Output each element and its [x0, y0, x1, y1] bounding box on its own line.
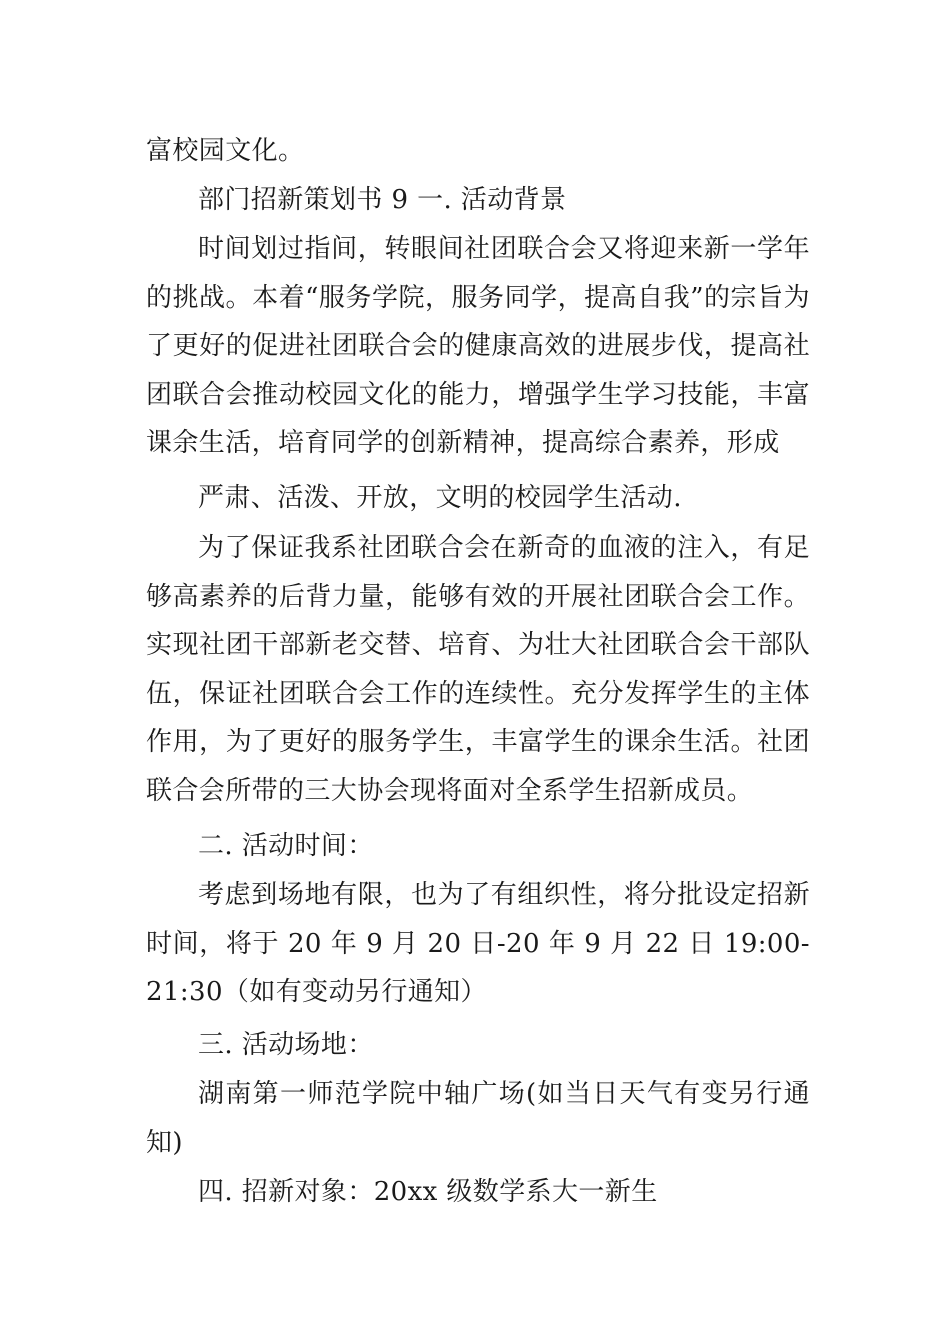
paragraph-purpose: 为了保证我系社团联合会在新奇的血液的注入，有足够高素养的后背力量，能够有效的开展社团联合会工作。实现社团干部新老交替、培育、为壮大社团联合会干部队伍，保证社团联合会工作的连续性。充分发挥学生的主体作用，为了更好的服务学生，丰富学生的课余生活。社团联合会所带的三大协会现将面对全系学生招新成员。	[146, 533, 810, 806]
paragraph-continuation: 富校园文化。	[146, 136, 305, 166]
section-heading-time: 二. 活动时间：	[198, 831, 374, 861]
paragraph-venue: 湖南第一师范学院中轴广场(如当日天气有变另行通知)	[146, 1079, 810, 1158]
paragraph-time: 考虑到场地有限，也为了有组织性，将分批设定招新时间，将于 20 年 9 月 20 日-20 年 9 月 22 日 19:00-21:30（如有变动另行通知）	[146, 880, 810, 1008]
section-heading-venue: 三. 活动场地：	[198, 1030, 374, 1060]
section-heading-target: 四. 招新对象：20xx 级数学系大一新生	[198, 1177, 658, 1207]
section-heading-background: 部门招新策划书 9 一. 活动背景	[198, 185, 567, 215]
paragraph-atmosphere: 严肃、活泼、开放，文明的校园学生活动.	[198, 483, 682, 513]
paragraph-background: 时间划过指间，转眼间社团联合会又将迎来新一学年的挑战。本着“服务学院，服务同学，提高自我”的宗旨为了更好的促进社团联合会的健康高效的进展步伐，提高社团联合会推动校园文化的能力，增强学生学习技能，丰富课余生活，培育同学的创新精神，提高综合素养，形成	[146, 234, 810, 459]
